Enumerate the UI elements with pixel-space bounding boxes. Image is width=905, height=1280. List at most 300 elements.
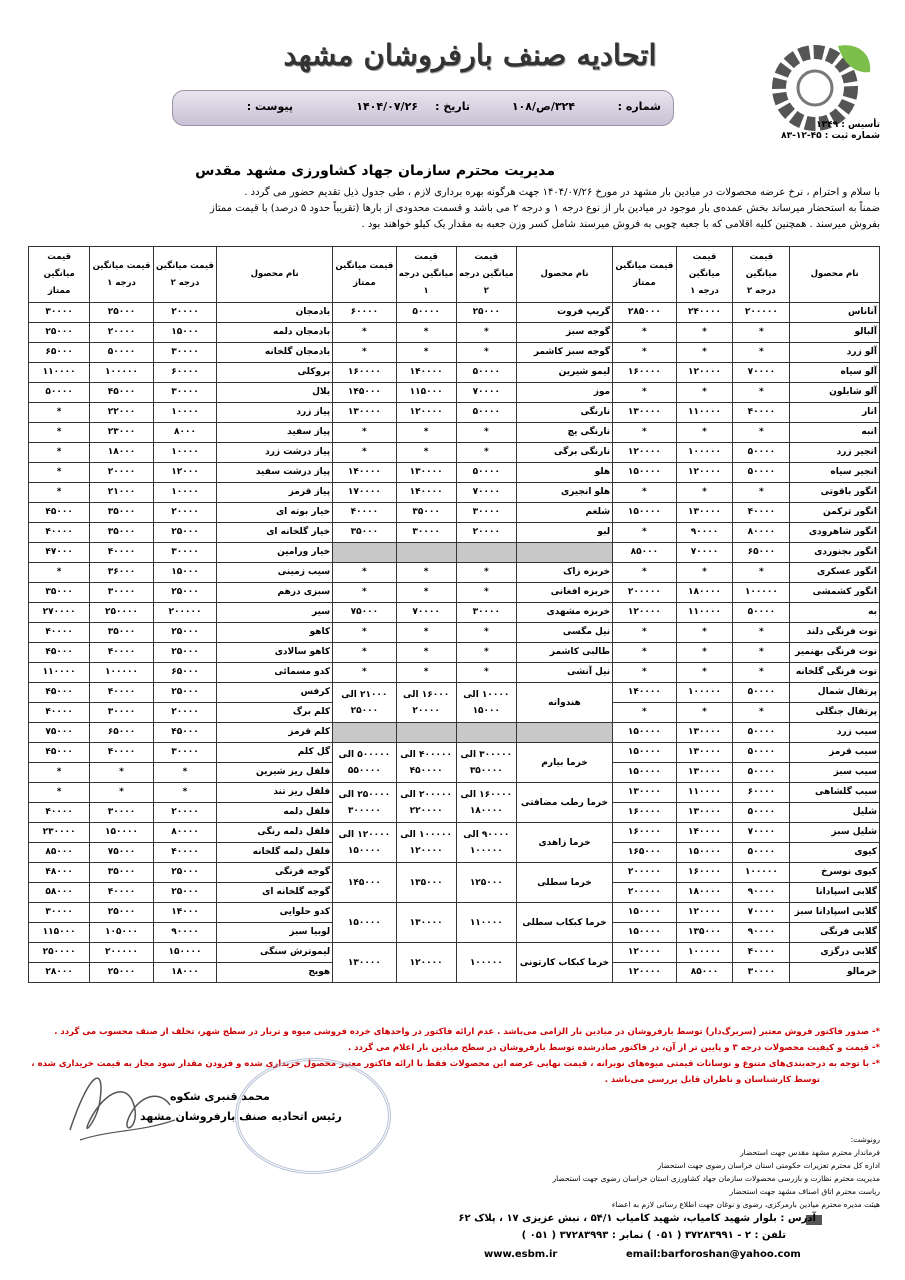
body-line: ضمناً به استحضار میرساند بخش عمده‌ی بار موجود در میادین بار از نوع درجه ۱ و درجه ۲ می باشد و قسمت محدودی از بارها (تقریباً حدود ۵ درصد) با قیمت ممتاز <box>210 203 880 214</box>
price-cell: * <box>733 423 790 443</box>
price-cell: ۱۲۰۰۰۰ <box>676 463 733 483</box>
price-cell: ۵۰۰۰۰ <box>456 363 516 383</box>
price-cell: ۴۵۰۰۰ <box>90 383 153 403</box>
price-cell: ۱۶۰۰۰۰ <box>613 803 676 823</box>
header-price: قیمت میانگین ممتاز <box>613 247 676 303</box>
product-name: لبو <box>516 523 612 543</box>
price-cell: ۴۰۰۰۰ <box>29 803 90 823</box>
price-cell: ۱۵۰۰۰۰ <box>153 943 216 963</box>
price-cell: * <box>333 643 396 663</box>
note-line: *- صدور فاکتور فروش معتبر (سربرگ‌دار) توسط بارفروشان در میادین بار الزامی می‌باشد . عدم ارائه فاکتور در واحدهای خرده فروشی میوه و تربار در سطح شهر، تخلف از صنف محسوب می گردد . <box>54 1027 880 1037</box>
price-cell: ۲۵۰۰۰ <box>153 883 216 903</box>
product-name: نارنگی <box>516 403 612 423</box>
price-cell: ۵۰۰۰۰ <box>456 463 516 483</box>
price-cell: ۱۳۰۰۰۰ <box>396 903 456 943</box>
product-name: انگور کشمشی <box>790 583 880 603</box>
price-cell: ۲۸۵۰۰۰ <box>613 303 676 323</box>
notes-block <box>31 1024 880 1088</box>
price-cell: ۱۲۰۰۰۰ <box>676 363 733 383</box>
product-name: هویج <box>217 963 333 983</box>
price-cell: خرما کبکاب سطلی <box>516 903 612 943</box>
price-cell: * <box>613 383 676 403</box>
product-name: انجیر سیاه <box>790 463 880 483</box>
price-cell: ۳۰۰۰۰ <box>153 543 216 563</box>
product-name: انگور ترکمن <box>790 503 880 523</box>
price-cell: ۱۵۰۰۰۰ <box>613 923 676 943</box>
price-cell: ۲۳۰۰۰ <box>90 423 153 443</box>
price-cell: * <box>613 343 676 363</box>
price-cell: ۷۵۰۰۰ <box>29 723 90 743</box>
price-cell: * <box>396 443 456 463</box>
price-cell: ۱۴۵۰۰۰ <box>333 383 396 403</box>
price-cell: ۱۱۵۰۰۰ <box>396 383 456 403</box>
date-value: ۱۴۰۴/۰۷/۲۶ <box>356 100 418 113</box>
cc-item: هیئت مدیره محترم میادین بارمرکزی، رضوی و نوغان جهت اطلاع رسانی لازم به اعضاء <box>611 1200 880 1209</box>
price-cell: ۱۳۰۰۰۰ <box>613 403 676 423</box>
product-name: گریپ فروت <box>516 303 612 323</box>
price-cell: ۱۰۰۰۰۰ <box>456 943 516 983</box>
price-cell: * <box>333 423 396 443</box>
price-cell: ۶۵۰۰۰ <box>733 543 790 563</box>
price-cell: خرما سطلی <box>516 863 612 903</box>
product-name: گلابی اسپادانا <box>790 883 880 903</box>
price-cell: ۳۰۰۰۰ <box>733 963 790 983</box>
price-cell: ۱۱۰۰۰۰ <box>676 783 733 803</box>
header-price: قیمت میانگین ممتاز <box>333 247 396 303</box>
price-cell: * <box>396 563 456 583</box>
price-cell: ۷۰۰۰۰ <box>733 823 790 843</box>
table-header-row <box>29 247 880 303</box>
price-cell: * <box>676 483 733 503</box>
price-cell: * <box>333 583 396 603</box>
product-name <box>516 723 612 743</box>
body-line: بفروش میرسند . همچنین کلیه اقلامی که با جعبه چوبی به فروش میرسند شامل کسر وزن جعبه به مقدار یک کیلو خواهند بود . <box>361 219 880 230</box>
price-cell: ۴۰۰۰۰ <box>90 743 153 763</box>
product-name: سیر <box>217 603 333 623</box>
price-cell: ۸۰۰۰۰ <box>733 523 790 543</box>
price-cell: ۲۰۰۰۰ <box>153 703 216 723</box>
table-row <box>29 423 880 443</box>
price-cell: ۳۰۰۰۰ <box>90 703 153 723</box>
price-cell: ۳۵۰۰۰ <box>90 523 153 543</box>
price-cell: ۱۵۰۰۰۰ <box>613 463 676 483</box>
price-cell: ۵۰۰۰۰ <box>733 463 790 483</box>
table-row <box>29 343 880 363</box>
product-name: هلو <box>516 463 612 483</box>
price-cell: ۹۰۰۰۰ الی ۱۰۰۰۰۰ <box>456 823 516 863</box>
price-cell: ۱۴۰۰۰۰ <box>676 823 733 843</box>
price-cell: ۱۸۰۰۰ <box>90 443 153 463</box>
price-cell: ۴۸۰۰۰ <box>29 863 90 883</box>
price-cell: ۱۰۵۰۰۰ <box>90 923 153 943</box>
price-cell: ۲۵۰۰۰۰ <box>29 943 90 963</box>
product-name: سیب قرمز <box>790 743 880 763</box>
price-cell: ۲۵۰۰۰ <box>29 323 90 343</box>
price-cell: ۸۰۰۰۰ <box>153 823 216 843</box>
price-cell: ۱۶۰۰۰۰ الی ۱۸۰۰۰۰ <box>456 783 516 823</box>
price-cell: ۲۵۰۰۰ <box>153 643 216 663</box>
price-cell: * <box>613 563 676 583</box>
price-cell: ۱۵۰۰۰۰ <box>676 843 733 863</box>
price-cell: ۵۰۰۰۰۰ الی ۵۵۰۰۰۰ <box>333 743 396 783</box>
product-name: لیموترش سنگی <box>217 943 333 963</box>
table-row <box>29 523 880 543</box>
price-cell: ۱۵۰۰۰۰ <box>613 903 676 923</box>
price-cell: * <box>613 703 676 723</box>
product-name: بلال <box>217 383 333 403</box>
table-row <box>29 643 880 663</box>
price-cell: ۷۵۰۰۰ <box>90 843 153 863</box>
header-price: قیمت میانگین ممتاز <box>29 247 90 303</box>
price-cell: ۱۲۰۰۰۰ <box>396 943 456 983</box>
price-cell: * <box>733 483 790 503</box>
price-cell: * <box>90 783 153 803</box>
price-cell: * <box>396 423 456 443</box>
price-cell: * <box>90 763 153 783</box>
product-name: انگور شاهرودی <box>790 523 880 543</box>
product-name: به <box>790 603 880 623</box>
price-cell: * <box>29 463 90 483</box>
price-cell <box>396 723 456 743</box>
table-row <box>29 863 880 883</box>
price-cell: ۱۳۰۰۰۰ <box>333 403 396 423</box>
product-name: فلفل دلمه <box>217 803 333 823</box>
price-cell: ۵۸۰۰۰ <box>29 883 90 903</box>
price-cell: ۱۶۰۰۰۰ <box>613 823 676 843</box>
note-line: *- قیمت و کیفیت محصولات درجه ۳ و پایین تر از آن، در فاکتور صادرشده توسط بارفروشان در سطح میادین بار اعلام می گردد . <box>347 1043 880 1053</box>
price-cell: * <box>153 783 216 803</box>
price-cell: ۱۳۰۰۰۰ <box>396 463 456 483</box>
price-cell: ۱۶۵۰۰۰ <box>613 843 676 863</box>
price-cell: ۱۵۰۰۰۰ <box>613 723 676 743</box>
note-line: *- با توجه به درجه‌بندی‌های متنوع و نوسانات قیمتی میوه‌های نوبرانه ، قیمت نهایی عرضه این محصولات فقط با ارائه فاکتور معتبر محصول خریداری شده و فزودن مقدار سود مجاز به قیمت خریداری شده ، <box>31 1059 880 1069</box>
product-name: نیل آنشی <box>516 663 612 683</box>
price-cell: ۲۵۰۰۰ <box>90 963 153 983</box>
product-name: پیاز درشت سفید <box>217 463 333 483</box>
cc-item: ریاست محترم اتاق اصناف مشهد جهت استحضار <box>729 1187 880 1196</box>
price-table <box>28 246 880 983</box>
price-cell: ۵۰۰۰۰ <box>733 443 790 463</box>
price-cell: * <box>676 623 733 643</box>
product-name: فلفل دلمه رنگی <box>217 823 333 843</box>
product-name: کاهو سالادی <box>217 643 333 663</box>
product-name: طالبی کاشمر <box>516 643 612 663</box>
price-cell: ۴۰۰۰۰ <box>29 703 90 723</box>
product-name: لیمو شیرین <box>516 363 612 383</box>
price-cell: ۲۰۰۰۰۰ <box>613 883 676 903</box>
price-cell: ۱۰۰۰۰ <box>153 443 216 463</box>
price-cell: ۳۰۰۰۰ <box>90 803 153 823</box>
footer-email[interactable]: email:barforoshan@yahoo.com <box>626 1249 801 1260</box>
product-name: فلفل ریز تند <box>217 783 333 803</box>
product-name: گوجه سبز کاشمر <box>516 343 612 363</box>
price-cell: * <box>613 423 676 443</box>
price-cell: ۱۰۰۰۰۰ <box>676 443 733 463</box>
footer-address: آدرس : بلوار شهید کامیاب، شهید کامیاب ۵۴/۱ ، نبش عزیزی ۱۷ ، پلاک ۶۲ <box>458 1213 816 1224</box>
product-name: پرتقال شمال <box>790 683 880 703</box>
letter-body <box>28 185 880 233</box>
table-row <box>29 503 880 523</box>
price-cell: ۴۰۰۰۰ <box>29 523 90 543</box>
price-cell: ۵۰۰۰۰ <box>733 683 790 703</box>
price-cell: ۵۰۰۰۰ <box>733 743 790 763</box>
product-name: خیار ورامین <box>217 543 333 563</box>
price-cell: ۱۲۰۰۰۰ <box>613 443 676 463</box>
price-cell: ۱۱۵۰۰۰ <box>29 923 90 943</box>
price-cell: خرما کبکاب کارتونی <box>516 943 612 983</box>
price-cell: ۱۵۰۰۰۰ <box>333 903 396 943</box>
product-name: گلابی اسپادانا سبز <box>790 903 880 923</box>
product-name: لوبیا سبز <box>217 923 333 943</box>
header-price: قیمت میانگین درجه ۱ <box>676 247 733 303</box>
price-cell: ۱۴۰۰۰۰ <box>613 683 676 703</box>
price-cell: خرما زاهدی <box>516 823 612 863</box>
price-cell: ۲۰۰۰۰ <box>456 523 516 543</box>
product-name: سیب سبز <box>790 763 880 783</box>
table-row <box>29 723 880 743</box>
price-cell: ۵۰۰۰۰ <box>90 343 153 363</box>
price-cell: ۲۰۰۰۰۰ <box>153 603 216 623</box>
price-cell: * <box>676 703 733 723</box>
table-row <box>29 663 880 683</box>
price-cell: ۸۵۰۰۰ <box>613 543 676 563</box>
price-cell: ۱۵۰۰۰۰ <box>613 743 676 763</box>
price-cell: ۳۰۰۰۰ <box>396 523 456 543</box>
price-cell: ۲۵۰۰۰ <box>153 583 216 603</box>
price-cell: ۱۷۰۰۰۰ <box>333 483 396 503</box>
price-cell: ۸۰۰۰ <box>153 423 216 443</box>
price-cell: ۷۰۰۰۰ <box>676 543 733 563</box>
price-cell: * <box>676 343 733 363</box>
header-price: قیمت میانگین درجه ۱ <box>396 247 456 303</box>
product-name: آلو زرد <box>790 343 880 363</box>
price-cell: ۲۵۰۰۰ <box>90 303 153 323</box>
table-row <box>29 463 880 483</box>
price-cell: ۳۰۰۰۰ <box>153 343 216 363</box>
product-name: فلفل دلمه گلخانه <box>217 843 333 863</box>
product-name: خیار گلخانه ای <box>217 523 333 543</box>
cc-item: فرماندار محترم مشهد مقدس جهت استحضار <box>740 1148 880 1157</box>
product-name: پیاز درشت زرد <box>217 443 333 463</box>
price-cell: ۵۰۰۰۰ <box>733 603 790 623</box>
product-name: گل کلم <box>217 743 333 763</box>
product-name: نیل مگسی <box>516 623 612 643</box>
price-cell: ۲۵۰۰۰ <box>456 303 516 323</box>
price-cell: * <box>733 643 790 663</box>
table-row <box>29 543 880 563</box>
price-cell: * <box>456 563 516 583</box>
product-name: خیار بوته ای <box>217 503 333 523</box>
price-cell: ۵۰۰۰۰ <box>29 383 90 403</box>
price-cell: ۲۰۰۰۰۰ <box>613 863 676 883</box>
price-cell: * <box>29 403 90 423</box>
cc-item: مدیریت محترم نظارت و بازرسی محصولات سازمان جهاد کشاورزی استان خراسان رضوی جهت استحضار <box>552 1174 880 1183</box>
product-name: پیاز زرد <box>217 403 333 423</box>
price-cell: * <box>456 343 516 363</box>
product-name: گلابی درگزی <box>790 943 880 963</box>
price-cell: ۲۵۰۰۰ <box>153 863 216 883</box>
header-price: قیمت میانگین درجه ۲ <box>733 247 790 303</box>
price-cell: ۱۱۰۰۰۰ <box>676 403 733 423</box>
price-cell <box>456 543 516 563</box>
price-cell: * <box>456 583 516 603</box>
price-cell: ۴۰۰۰۰ <box>29 623 90 643</box>
price-cell: ۴۵۰۰۰ <box>29 643 90 663</box>
price-cell: ۱۶۰۰۰ الی ۲۰۰۰۰ <box>396 683 456 723</box>
price-cell: ۳۰۰۰۰۰ الی ۳۵۰۰۰۰ <box>456 743 516 783</box>
price-cell: ۲۰۰۰۰۰ <box>733 303 790 323</box>
product-name: کلم قرمز <box>217 723 333 743</box>
price-cell: ۳۵۰۰۰ <box>90 503 153 523</box>
table-row <box>29 363 880 383</box>
price-cell: * <box>456 623 516 643</box>
product-name: گلابی فرنگی <box>790 923 880 943</box>
price-cell: ۱۲۰۰۰۰ <box>676 903 733 923</box>
table-row <box>29 303 880 323</box>
price-cell: ۱۲۰۰۰ <box>153 463 216 483</box>
footer-phone: تلفن : ۲ - ۳۷۲۸۳۹۹۱ ( ۰۵۱ ) نمابر : ۳۷۲۸۳۹۹۳ ( ۰۵۱ ) <box>521 1230 786 1241</box>
product-name: پیاز قرمز <box>217 483 333 503</box>
letter-info-bar <box>172 90 674 126</box>
price-cell: ۵۰۰۰۰ <box>396 303 456 323</box>
price-cell: ۵۰۰۰۰ <box>733 723 790 743</box>
price-cell: هندوانه <box>516 683 612 723</box>
price-cell: ۱۸۰۰۰۰ <box>676 583 733 603</box>
price-cell: ۲۰۰۰۰ <box>153 303 216 323</box>
footer-website[interactable]: www.esbm.ir <box>484 1249 558 1260</box>
price-cell: ۲۰۰۰۰ <box>153 803 216 823</box>
product-name: آلو سیاه <box>790 363 880 383</box>
price-cell: ۵۰۰۰۰ <box>456 403 516 423</box>
product-name: پیاز سفید <box>217 423 333 443</box>
price-cell: * <box>733 563 790 583</box>
price-cell: * <box>733 323 790 343</box>
price-cell: ۱۴۰۰۰۰ <box>333 463 396 483</box>
footer <box>458 1205 866 1265</box>
price-cell: * <box>613 483 676 503</box>
price-cell: ۴۰۰۰۰ <box>90 643 153 663</box>
price-cell: ۱۴۵۰۰۰ <box>333 863 396 903</box>
price-cell: ۲۳۰۰۰۰ <box>29 823 90 843</box>
header-product-name: نام محصول <box>217 247 333 303</box>
handwritten-signature-icon <box>60 1060 180 1150</box>
product-name: بادمجان دلمه <box>217 323 333 343</box>
price-cell: * <box>676 323 733 343</box>
price-cell: ۱۳۰۰۰۰ <box>676 723 733 743</box>
price-cell: ۳۵۰۰۰ <box>396 503 456 523</box>
product-name: سیب زمینی <box>217 563 333 583</box>
product-name: انگور باقوتی <box>790 483 880 503</box>
price-cell: * <box>613 323 676 343</box>
cc-item: اداره کل محترم تعزیرات حکومتی استان خراسان رضوی جهت استحضار <box>657 1161 880 1170</box>
price-cell: ۴۵۰۰۰ <box>29 743 90 763</box>
price-cell: * <box>676 643 733 663</box>
price-cell: ۲۸۰۰۰ <box>29 963 90 983</box>
price-cell: ۶۰۰۰۰ <box>153 363 216 383</box>
table-row <box>29 403 880 423</box>
price-cell: ۶۵۰۰۰ <box>29 343 90 363</box>
price-cell <box>333 723 396 743</box>
price-cell: ۳۰۰۰۰ <box>29 903 90 923</box>
product-name: خرمالو <box>790 963 880 983</box>
price-cell: * <box>333 563 396 583</box>
price-cell: ۹۰۰۰۰ <box>676 523 733 543</box>
price-cell: * <box>396 343 456 363</box>
recipient-heading: مدیریت محترم سازمان جهاد کشاورزی مشهد مقدس <box>195 163 555 179</box>
attachment-label: پیوست : <box>246 100 293 113</box>
price-cell: ۴۰۰۰۰ <box>90 543 153 563</box>
price-cell: ۱۲۰۰۰۰ <box>613 943 676 963</box>
price-cell: ۲۰۰۰۰۰ <box>90 943 153 963</box>
logo-registration: شماره ثبت : ۴۵-۱۲-۸۳ <box>781 131 880 141</box>
price-cell: ۱۰۰۰۰۰ <box>733 863 790 883</box>
price-cell: ۳۵۰۰۰ <box>90 863 153 883</box>
price-cell: ۱۶۰۰۰۰ <box>333 363 396 383</box>
price-cell: ۱۱۰۰۰۰ <box>29 363 90 383</box>
price-cell: ۱۳۰۰۰۰ <box>676 763 733 783</box>
price-cell: * <box>733 623 790 643</box>
table-row <box>29 483 880 503</box>
price-cell: * <box>456 663 516 683</box>
price-cell: ۳۰۰۰۰ <box>153 383 216 403</box>
product-name: هلو انجیری <box>516 483 612 503</box>
price-cell: خرما رطب مضافتی <box>516 783 612 823</box>
date-label: تاریخ : <box>435 100 470 113</box>
product-name: توت فرنگی گلخانه <box>790 663 880 683</box>
signatory-title: رئیس اتحادیه صنف بارفروشان مشهد <box>140 1110 342 1123</box>
price-cell: ۵۰۰۰۰ <box>733 843 790 863</box>
price-cell: ۴۰۰۰۰ <box>90 683 153 703</box>
price-cell: ۲۵۰۰۰ <box>153 683 216 703</box>
price-cell: ۳۶۰۰۰ <box>90 563 153 583</box>
product-name: بادمجان گلخانه <box>217 343 333 363</box>
price-cell: * <box>396 663 456 683</box>
price-cell: * <box>676 563 733 583</box>
price-cell: ۷۰۰۰۰ <box>733 903 790 923</box>
price-cell: ۳۰۰۰۰ <box>29 303 90 323</box>
price-cell: ۶۵۰۰۰ <box>90 723 153 743</box>
product-name: فلفل ریز شیرین <box>217 763 333 783</box>
logo-caption <box>745 120 880 142</box>
price-cell: * <box>333 323 396 343</box>
product-name: توت فرنگی دلند <box>790 623 880 643</box>
product-name: انبه <box>790 423 880 443</box>
price-cell: ۵۰۰۰۰ <box>733 803 790 823</box>
price-cell: ۱۲۰۰۰۰ <box>613 603 676 623</box>
header-price: قیمت میانگین درجه ۱ <box>90 247 153 303</box>
table-row <box>29 683 880 703</box>
table-row <box>29 603 880 623</box>
price-cell: * <box>333 343 396 363</box>
price-cell: ۲۱۰۰۰ <box>90 483 153 503</box>
header-price: قیمت میانگین درجه ۲ <box>456 247 516 303</box>
price-cell: ۱۴۰۰۰۰ <box>396 363 456 383</box>
logo-founded: تأسیس : ۱۳۴۹ <box>816 120 880 130</box>
price-cell: ۴۰۰۰۰ <box>153 843 216 863</box>
price-cell: ۱۵۰۰۰۰ <box>613 763 676 783</box>
price-cell: * <box>613 643 676 663</box>
price-cell: ۱۳۰۰۰۰ <box>676 803 733 823</box>
product-name: کدو حلوایی <box>217 903 333 923</box>
price-cell: * <box>733 703 790 723</box>
price-cell: ۱۲۰۰۰۰ الی ۱۵۰۰۰۰ <box>333 823 396 863</box>
price-cell: ۲۰۰۰۰ <box>90 463 153 483</box>
price-cell: ۲۴۰۰۰۰ <box>676 303 733 323</box>
price-cell: * <box>676 423 733 443</box>
price-cell: ۵۰۰۰۰ <box>733 763 790 783</box>
price-cell: * <box>676 383 733 403</box>
product-name: پرتقال جنگلی <box>790 703 880 723</box>
